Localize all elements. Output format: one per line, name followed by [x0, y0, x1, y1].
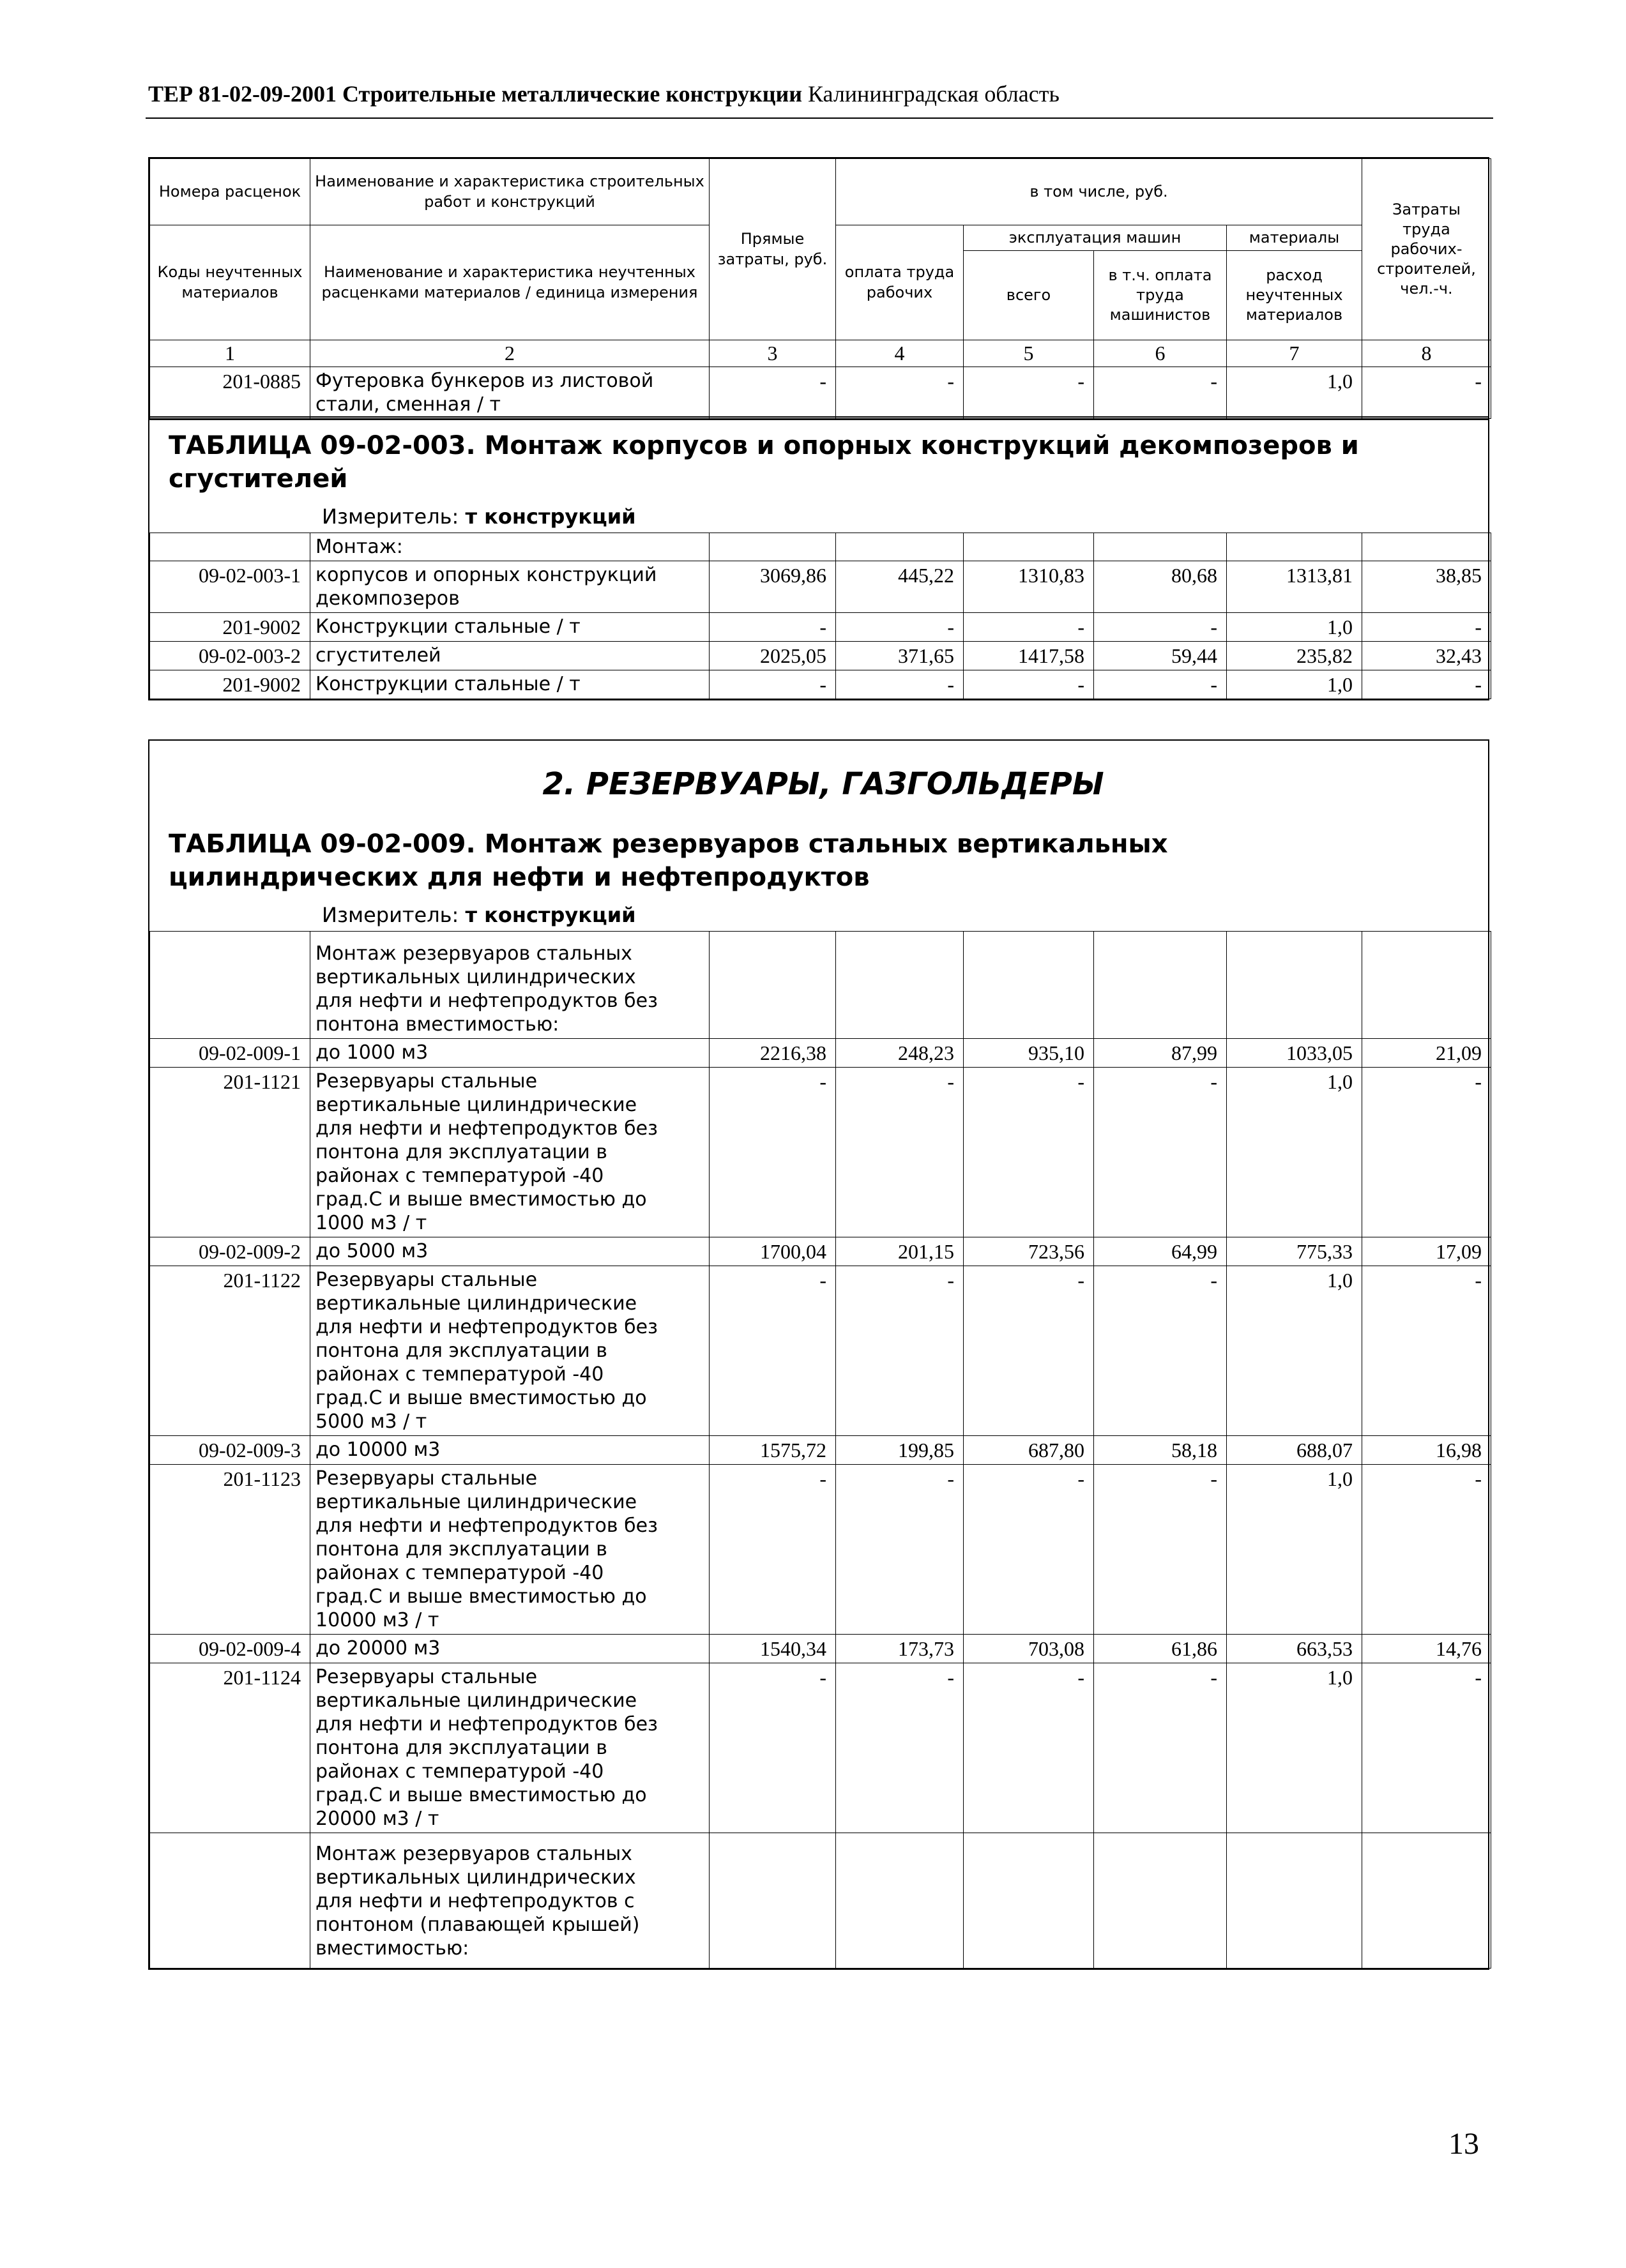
col-material-code-header: Коды неучтенных материалов — [150, 225, 310, 340]
rate-code: 09-02-009-3 — [150, 1436, 310, 1465]
machines-total-value: - — [964, 1663, 1094, 1833]
direct-costs-value: 2216,38 — [710, 1039, 836, 1068]
table-009-title: ТАБЛИЦА 09-02-009. Монтаж резервуаров стальных вертикальных цилиндрических для нефти и нефтепродуктов — [169, 829, 1168, 892]
labor-value: - — [1362, 1663, 1491, 1833]
machines-total-value: - — [964, 670, 1094, 699]
rate-code: 09-02-009-2 — [150, 1237, 310, 1266]
group-label: Монтаж резервуаров стальных вертикальных цилиндрических для нефти и нефтепродуктов без понтона вместимостью: — [310, 932, 710, 1039]
materials-value: 663,53 — [1227, 1635, 1362, 1663]
direct-costs-value: - — [710, 1465, 836, 1635]
machines-total-value: 687,80 — [964, 1436, 1094, 1465]
machines-wages-value: - — [1094, 367, 1227, 419]
group-label: Монтаж резервуаров стальных вертикальных цилиндрических для нефти и нефтепродуктов с понтоном (плавающей крышей) вместимостью: — [310, 1833, 710, 1969]
materials-value: 1,0 — [1227, 1068, 1362, 1237]
table-003-title: ТАБЛИЦА 09-02-003. Монтаж корпусов и опорных конструкций декомпозеров и сгустителей — [169, 431, 1359, 494]
column-number: 2 — [310, 340, 710, 367]
rate-code: 201-9002 — [150, 670, 310, 699]
table-09-02-009 — [148, 739, 1489, 1970]
rate-description: Футеровка бункеров из листовой стали, сменная / т — [310, 367, 710, 419]
rate-description: до 5000 м3 — [310, 1237, 710, 1266]
machines-total-value: 723,56 — [964, 1237, 1094, 1266]
labor-value: - — [1362, 367, 1491, 419]
table-row — [150, 613, 1491, 642]
machines-total-value: - — [964, 1465, 1094, 1635]
rate-description: Резервуары стальные вертикальные цилиндрические для нефти и нефтепродуктов без понтона для эксплуатации в районах с температурой -40 град.С и выше вместимостью до 1000 м3 / т — [310, 1068, 710, 1237]
materials-value: 1,0 — [1227, 670, 1362, 699]
wages-value: 371,65 — [836, 642, 964, 670]
col-work-name-header: Наименование и характеристика строительных работ и конструкций — [310, 159, 710, 225]
machines-total-value: - — [964, 1266, 1094, 1436]
rate-description: Конструкции стальные / т — [310, 613, 710, 642]
wages-value: - — [836, 1663, 964, 1833]
wages-value: 445,22 — [836, 561, 964, 613]
wages-value: - — [836, 367, 964, 419]
column-number: 4 — [836, 340, 964, 367]
table-row — [150, 1237, 1491, 1266]
machines-wages-value: - — [1094, 670, 1227, 699]
machines-wages-value: - — [1094, 1068, 1227, 1237]
direct-costs-value: 1700,04 — [710, 1237, 836, 1266]
col-machines-total-header: всего — [964, 251, 1094, 340]
labor-value: 32,43 — [1362, 642, 1491, 670]
machines-wages-value: - — [1094, 1465, 1227, 1635]
rate-code: 09-02-003-2 — [150, 642, 310, 670]
col-materials-unaccounted-header: расход неучтенных материалов — [1227, 251, 1362, 340]
header-region: Калининградская область — [807, 81, 1060, 107]
column-number: 8 — [1362, 340, 1491, 367]
rate-description: корпусов и опорных конструкций декомпозеров — [310, 561, 710, 613]
col-wages-header: оплата труда рабочих — [836, 225, 964, 340]
column-number: 1 — [150, 340, 310, 367]
labor-value: - — [1362, 613, 1491, 642]
materials-value: 1033,05 — [1227, 1039, 1362, 1068]
materials-value: 1,0 — [1227, 367, 1362, 419]
table-row — [150, 670, 1491, 699]
unit-label: Измеритель: — [322, 504, 459, 529]
rate-description: Резервуары стальные вертикальные цилиндрические для нефти и нефтепродуктов без понтона для эксплуатации в районах с температурой -40 град.С и выше вместимостью до 5000 м3 / т — [310, 1266, 710, 1436]
wages-value: 199,85 — [836, 1436, 964, 1465]
rate-description: сгустителей — [310, 642, 710, 670]
table-row — [150, 1039, 1491, 1068]
wages-value: - — [836, 613, 964, 642]
direct-costs-value: - — [710, 613, 836, 642]
header-rule — [146, 117, 1493, 119]
materials-value: 1313,81 — [1227, 561, 1362, 613]
group-code-cell — [150, 533, 310, 561]
wages-value: - — [836, 670, 964, 699]
table-009-unit — [322, 903, 1478, 927]
rate-description: до 1000 м3 — [310, 1039, 710, 1068]
direct-costs-value: - — [710, 367, 836, 419]
rate-code: 201-1121 — [150, 1068, 310, 1237]
machines-wages-value: 87,99 — [1094, 1039, 1227, 1068]
machines-wages-value: 58,18 — [1094, 1436, 1227, 1465]
wages-value: - — [836, 1465, 964, 1635]
direct-costs-value: - — [710, 1663, 836, 1833]
table-row — [150, 1465, 1491, 1635]
labor-value: 38,85 — [1362, 561, 1491, 613]
labor-value: - — [1362, 1465, 1491, 1635]
rate-description: Конструкции стальные / т — [310, 670, 710, 699]
table-003-unit — [322, 504, 1478, 529]
machines-wages-value: 59,44 — [1094, 642, 1227, 670]
materials-value: 235,82 — [1227, 642, 1362, 670]
labor-value: 14,76 — [1362, 1635, 1491, 1663]
table-row — [150, 367, 1491, 419]
column-number: 6 — [1094, 340, 1227, 367]
wages-value: 248,23 — [836, 1039, 964, 1068]
labor-value: 17,09 — [1362, 1237, 1491, 1266]
table-row — [150, 1663, 1491, 1833]
section-2-title: 2. РЕЗЕРВУАРЫ, ГАЗГОЛЬДЕРЫ — [542, 766, 1104, 802]
col-labor-header: Затраты труда рабочих-строителей, чел.-ч. — [1362, 159, 1491, 340]
direct-costs-value: - — [710, 670, 836, 699]
rate-code: 201-1124 — [150, 1663, 310, 1833]
machines-total-value: 1417,58 — [964, 642, 1094, 670]
materials-value: 1,0 — [1227, 1266, 1362, 1436]
table-09-02-003 — [148, 416, 1489, 700]
wages-value: - — [836, 1266, 964, 1436]
machines-total-value: - — [964, 367, 1094, 419]
materials-value: 1,0 — [1227, 1465, 1362, 1635]
table-row — [150, 1068, 1491, 1237]
materials-value: 688,07 — [1227, 1436, 1362, 1465]
labor-value: - — [1362, 1068, 1491, 1237]
direct-costs-value: 3069,86 — [710, 561, 836, 613]
rate-code: 201-1123 — [150, 1465, 310, 1635]
rates-table-header — [148, 157, 1489, 420]
col-materials-header: материалы — [1227, 225, 1362, 251]
table-row — [150, 642, 1491, 670]
materials-value: 775,33 — [1227, 1237, 1362, 1266]
machines-total-value: 703,08 — [964, 1635, 1094, 1663]
machines-total-value: - — [964, 1068, 1094, 1237]
column-number: 5 — [964, 340, 1094, 367]
rate-code: 201-1122 — [150, 1266, 310, 1436]
direct-costs-value: 2025,05 — [710, 642, 836, 670]
wages-value: 173,73 — [836, 1635, 964, 1663]
direct-costs-value: - — [710, 1068, 836, 1237]
wages-value: 201,15 — [836, 1237, 964, 1266]
table-row — [150, 1436, 1491, 1465]
materials-value: 1,0 — [1227, 613, 1362, 642]
running-header — [148, 80, 1060, 107]
labor-value: - — [1362, 670, 1491, 699]
unit-value: т конструкций — [465, 504, 636, 529]
rate-code: 09-02-009-1 — [150, 1039, 310, 1068]
direct-costs-value: - — [710, 1266, 836, 1436]
col-material-name-header: Наименование и характеристика неучтенных расценками материалов / единица измерения — [310, 225, 710, 340]
machines-total-value: 1310,83 — [964, 561, 1094, 613]
wages-value: - — [836, 1068, 964, 1237]
direct-costs-value: 1575,72 — [710, 1436, 836, 1465]
machines-wages-value: - — [1094, 613, 1227, 642]
col-machines-header: эксплуатация машин — [964, 225, 1227, 251]
header-code: ТЕР 81-02-09-2001 — [148, 81, 337, 107]
header-title: Строительные металлические конструкции — [342, 81, 802, 107]
machines-wages-value: 61,86 — [1094, 1635, 1227, 1663]
col-machines-wages-header: в т.ч. оплата труда машинистов — [1094, 251, 1227, 340]
table-row — [150, 1266, 1491, 1436]
column-number: 3 — [710, 340, 836, 367]
column-numbers-row — [150, 340, 1491, 367]
machines-wages-value: 64,99 — [1094, 1237, 1227, 1266]
direct-costs-value: 1540,34 — [710, 1635, 836, 1663]
rate-description: до 10000 м3 — [310, 1436, 710, 1465]
machines-total-value: 935,10 — [964, 1039, 1094, 1068]
machines-wages-value: - — [1094, 1663, 1227, 1833]
column-number: 7 — [1227, 340, 1362, 367]
col-direct-costs-header: Прямые затраты, руб. — [710, 159, 836, 340]
machines-total-value: - — [964, 613, 1094, 642]
table-row — [150, 561, 1491, 613]
rate-code: 09-02-009-4 — [150, 1635, 310, 1663]
machines-wages-value: - — [1094, 1266, 1227, 1436]
col-including-header: в том числе, руб. — [836, 159, 1362, 225]
rate-description: Резервуары стальные вертикальные цилиндрические для нефти и нефтепродуктов без понтона для эксплуатации в районах с температурой -40 град.С и выше вместимостью до 10000 м3 / т — [310, 1465, 710, 1635]
rate-code: 09-02-003-1 — [150, 561, 310, 613]
page-number: 13 — [1448, 2127, 1479, 2161]
labor-value: - — [1362, 1266, 1491, 1436]
machines-wages-value: 80,68 — [1094, 561, 1227, 613]
materials-value: 1,0 — [1227, 1663, 1362, 1833]
col-rate-number-header: Номера расценок — [150, 159, 310, 225]
rate-code: 201-0885 — [150, 367, 310, 419]
labor-value: 16,98 — [1362, 1436, 1491, 1465]
rate-code: 201-9002 — [150, 613, 310, 642]
unit-label: Измеритель: — [322, 903, 459, 927]
unit-value: т конструкций — [465, 903, 636, 927]
group-label: Монтаж: — [310, 533, 710, 561]
rate-description: до 20000 м3 — [310, 1635, 710, 1663]
table-row — [150, 1635, 1491, 1663]
labor-value: 21,09 — [1362, 1039, 1491, 1068]
rate-description: Резервуары стальные вертикальные цилиндрические для нефти и нефтепродуктов без понтона для эксплуатации в районах с температурой -40 град.С и выше вместимостью до 20000 м3 / т — [310, 1663, 710, 1833]
